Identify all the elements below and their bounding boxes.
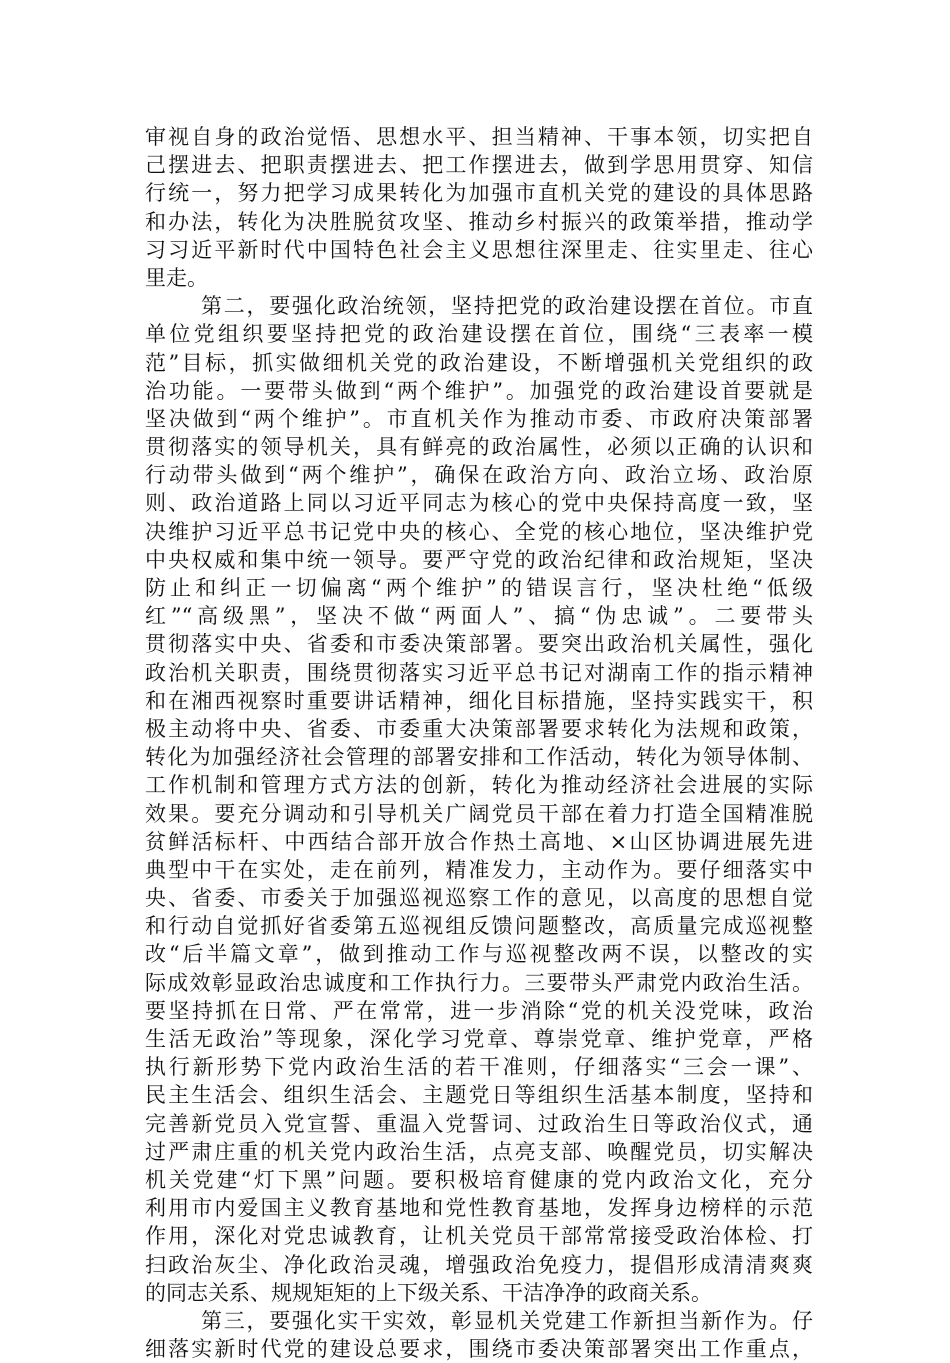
- text-line: 的同志关系、规规矩矩的上下级关系、干洁净净的政商关系。: [145, 1280, 712, 1305]
- text-line: 行动带头做到“两个维护”，确保在政治方向、政治立场、政治原: [145, 463, 813, 488]
- text-line: 执行新形势下党内政治生活的若干准则，仔细落实“三会一课”、: [145, 1055, 813, 1080]
- text-line: 第二，要强化政治统领，坚持把党的政治建设摆在首位。市直: [201, 294, 813, 319]
- text-line: 则、政治道路上同以习近平同志为核心的党中央保持高度一致，坚: [145, 491, 813, 516]
- text-line: 单位党组织要坚持把党的政治建设摆在首位，围绕“三表率一模: [145, 322, 813, 347]
- text-line: 和办法，转化为决胜脱贫攻坚、推动乡村振兴的政策举措，推动学: [145, 209, 813, 234]
- text-line: 效果。要充分调动和引导机关广阔党员干部在着力打造全国精准脱: [145, 801, 813, 826]
- text-line: 贯彻落实中央、省委和市委决策部署。要突出政治机关属性，强化: [145, 632, 813, 657]
- text-line: 要坚持抓在日常、严在常常，进一步消除“党的机关没党味，政治: [145, 998, 813, 1023]
- paragraph: [145, 292, 813, 1307]
- text-line: 政治机关职责，围绕贯彻落实习近平总书记对湖南工作的指示精神: [145, 660, 813, 685]
- text-line: 机关党建“灯下黑”问题。要积极培育健康的党内政治文化，充分: [145, 1167, 813, 1192]
- text-line: 和行动自觉抓好省委第五巡视组反馈问题整改，高质量完成巡视整: [145, 914, 813, 939]
- text-line: 利用市内爱国主义教育基地和党性教育基地，发挥身边榜样的示范: [145, 1196, 813, 1221]
- text-line: 和在湘西视察时重要讲话精神，细化目标措施，坚持实践实干，积: [145, 688, 813, 713]
- text-line: 己摆进去、把职责摆进去、把工作摆进去，做到学思用贯穿、知信: [145, 153, 813, 178]
- text-line: 治功能。一要带头做到“两个维护”。加强党的政治建设首要就是: [145, 378, 813, 403]
- text-line: 中央权威和集中统一领导。要严守党的政治纪律和政治规矩，坚决: [145, 547, 813, 572]
- text-line: 里走。: [145, 265, 208, 290]
- text-line: 坚决做到“两个维护”。市直机关作为推动市委、市政府决策部署: [145, 406, 813, 431]
- text-line: 作用，深化对党忠诚教育，让机关党员干部常常接受政治体检、打: [145, 1224, 813, 1249]
- text-line: 贫鲜活标杆、中西结合部开放合作热土高地、×山区协调进展先进: [145, 829, 813, 854]
- text-line: 完善新党员入党宣誓、重温入党誓词、过政治生日等政治仪式，通: [145, 1111, 813, 1136]
- text-line: 红”“高级黑”，坚决不做“两面人”、搞“伪忠诚”。二要带头: [145, 604, 813, 629]
- text-line: 极主动将中央、省委、市委重大决策部署要求转化为法规和政策，: [145, 716, 813, 741]
- text-line: 行统一，努力把学习成果转化为加强市直机关党的建设的具体思路: [145, 181, 813, 206]
- text-line: 第三，要强化实干实效，彰显机关党建工作新担当新作为。仔: [201, 1308, 813, 1333]
- text-line: 审视自身的政治觉悟、思想水平、担当精神、干事本领，切实把自: [145, 125, 813, 149]
- text-line: 决维护习近平总书记党中央的核心、全党的核心地位，坚决维护党: [145, 519, 813, 544]
- paragraph: [145, 1307, 813, 1363]
- text-line: 习习近平新时代中国特色社会主义思想往深里走、往实里走、往心: [145, 237, 813, 262]
- paragraph: [145, 123, 813, 292]
- text-line: 转化为加强经济社会管理的部署安排和工作活动，转化为领导体制、: [145, 745, 813, 770]
- text-line: 范”目标，抓实做细机关党的政治建设，不断增强机关党组织的政: [145, 350, 813, 375]
- text-line: 扫政治灰尘、净化政治灵魂，增强政治免疫力，提倡形成清清爽爽: [145, 1252, 813, 1277]
- text-line: 改“后半篇文章”，做到推动工作与巡视整改两不误，以整改的实: [145, 942, 813, 967]
- text-line: 工作机制和管理方式方法的创新，转化为推动经济社会进展的实际: [145, 773, 813, 798]
- text-line: 央、省委、市委关于加强巡视巡察工作的意见，以高度的思想自觉: [145, 886, 813, 911]
- document-page: [145, 123, 813, 1363]
- text-line: 防止和纠正一切偏离“两个维护”的错误言行，坚决杜绝“低级: [145, 576, 813, 600]
- text-line: 贯彻落实的领导机关，具有鲜亮的政治属性，必须以正确的认识和: [145, 435, 813, 460]
- text-line: 际成效彰显政治忠诚度和工作执行力。三要带头严肃党内政治生活。: [145, 970, 813, 995]
- text-line: 细落实新时代党的建设总要求，围绕市委决策部署突出工作重点，: [145, 1337, 813, 1362]
- text-line: 生活无政治”等现象，深化学习党章、尊崇党章、维护党章，严格: [145, 1027, 813, 1051]
- text-line: 民主生活会、组织生活会、主题党日等组织生活基本制度，坚持和: [145, 1083, 813, 1108]
- text-line: 典型中干在实处，走在前列，精准发力，主动作为。要仔细落实中: [145, 857, 813, 882]
- text-line: 过严肃庄重的机关党内政治生活，点亮支部、唤醒党员，切实解决: [145, 1139, 813, 1164]
